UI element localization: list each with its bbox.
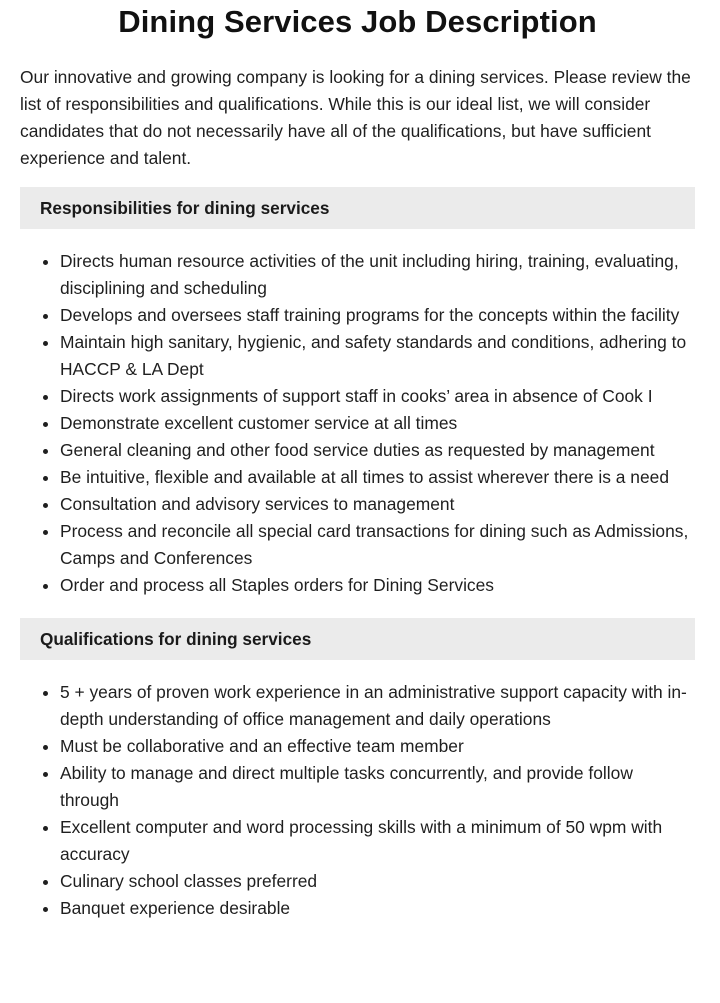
- responsibilities-list: [20, 248, 695, 599]
- list-item: Develops and oversees staff training programs for the concepts within the facility: [60, 302, 695, 329]
- list-item: Must be collaborative and an effective team member: [60, 733, 695, 760]
- list-item: Directs work assignments of support staff in cooks’ area in absence of Cook I: [60, 383, 695, 410]
- list-item: General cleaning and other food service duties as requested by management: [60, 437, 695, 464]
- list-item: Culinary school classes preferred: [60, 868, 695, 895]
- page-title: Dining Services Job Description: [118, 4, 597, 39]
- list-item: Banquet experience desirable: [60, 895, 695, 922]
- intro-paragraph: Our innovative and growing company is looking for a dining services. Please review the list of responsibilities and qualifications. While this is our ideal list, we will consider candidates that do not necessarily have all of the qualifications, but have sufficient experience and talent.: [20, 67, 691, 168]
- qualifications-heading: Qualifications for dining services: [20, 618, 695, 660]
- list-item: Consultation and advisory services to management: [60, 491, 695, 518]
- list-item: Process and reconcile all special card transactions for dining such as Admissions, Camps and Conferences: [60, 518, 695, 572]
- list-item: 5 + years of proven work experience in an administrative support capacity with in-depth understanding of office management and daily operations: [60, 679, 695, 733]
- qualifications-list: [20, 679, 695, 922]
- list-item: Ability to manage and direct multiple tasks concurrently, and provide follow through: [60, 760, 695, 814]
- list-item: Be intuitive, flexible and available at all times to assist wherever there is a need: [60, 464, 695, 491]
- list-item: Excellent computer and word processing skills with a minimum of 50 wpm with accuracy: [60, 814, 695, 868]
- list-item: Maintain high sanitary, hygienic, and safety standards and conditions, adhering to HACCP & LA Dept: [60, 329, 695, 383]
- list-item: Demonstrate excellent customer service at all times: [60, 410, 695, 437]
- list-item: Directs human resource activities of the unit including hiring, training, evaluating, disciplining and scheduling: [60, 248, 695, 302]
- list-item: Order and process all Staples orders for Dining Services: [60, 572, 695, 599]
- responsibilities-heading: Responsibilities for dining services: [20, 187, 695, 229]
